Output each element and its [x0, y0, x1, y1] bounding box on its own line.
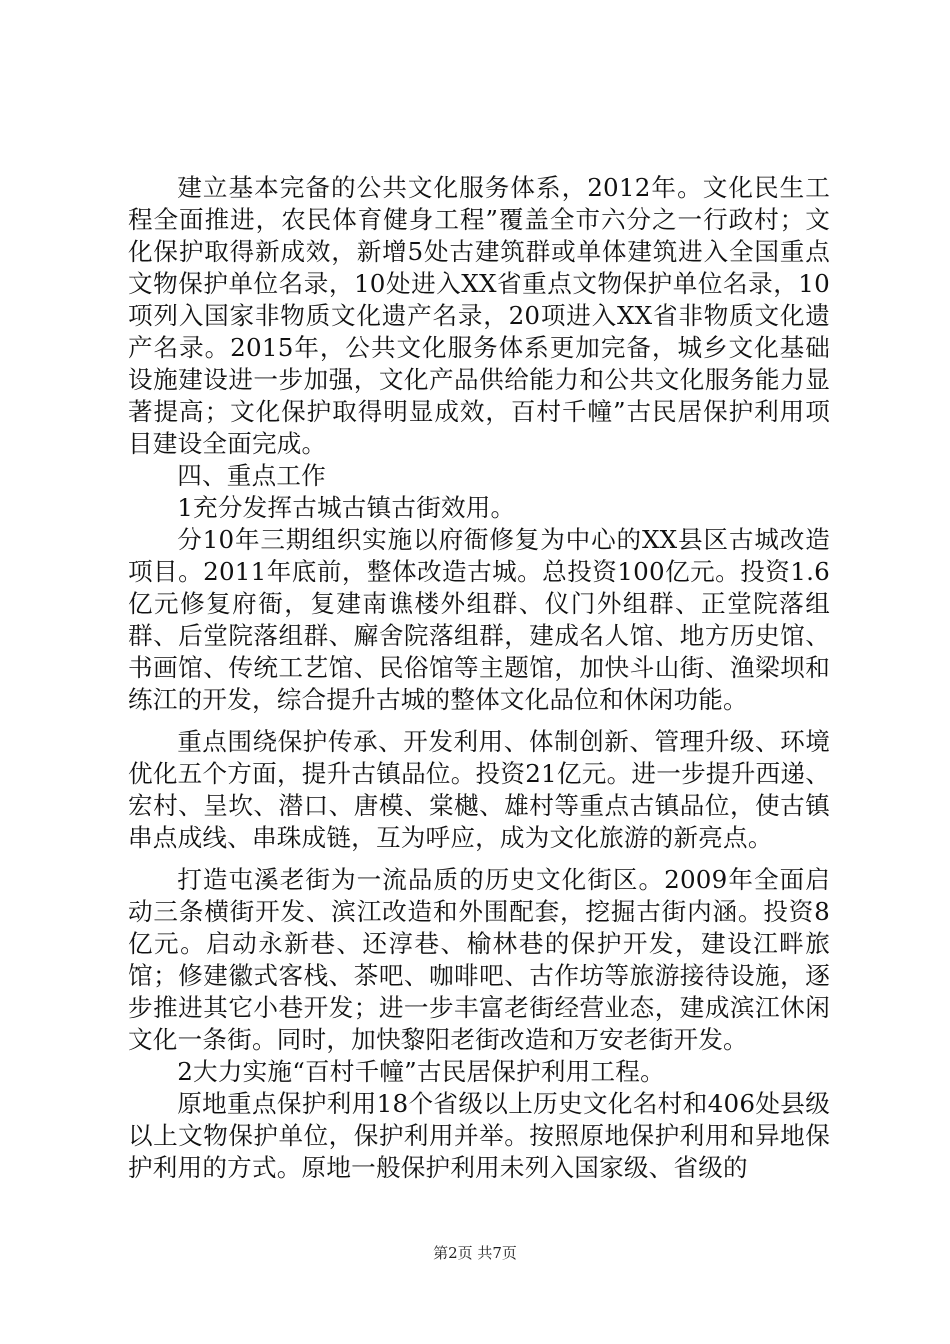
paragraph-tunxi-old-street: 打造屯溪老街为一流品质的历史文化街区。2009年全面启动三条横街开发、滨江改造和外围配套，挖掘古街内涵。投资8亿元。启动永新巷、还淳巷、榆林巷的保护开发，建设江畔旅馆；修建徽式客栈、茶吧、咖啡吧、古作坊等旅游接待设施，逐步推进其它小巷开发；进一步丰富老街经营业态，建成滨江休闲文化一条街。同时，加快黎阳老街改造和万安老街开发。	[128, 865, 830, 1054]
subheading-hundred-villages-project: 2大力实施“百村千幢”古民居保护利用工程。	[177, 1057, 665, 1086]
section-heading-key-work: 四、重点工作	[177, 461, 326, 490]
document-body	[128, 172, 830, 1184]
paragraph-ancient-town-quality: 重点围绕保护传承、开发利用、体制创新、管理升级、环境优化五个方面，提升古镇品位。投资21亿元。进一步提升西递、宏村、呈坎、潜口、唐模、棠樾、雄村等重点古镇品位，使古镇串点成线、串珠成链，互为呼应，成为文化旅游的新亮点。	[128, 727, 830, 852]
page-number-footer: 第2页 共7页	[433, 1244, 517, 1262]
paragraph-ancient-city-project: 分10年三期组织实施以府衙修复为中心的XX县区古城改造项目。2011年底前，整体改造古城。总投资100亿元。投资1.6亿元修复府衙，复建南谯楼外组群、仪门外组群、正堂院落组群、后堂院落组群、廨舍院落组群，建成名人馆、地方历史馆、书画馆、传统工艺馆、民俗馆等主题馆，加快斗山街、渔梁坝和练江的开发，综合提升古城的整体文化品位和休闲功能。	[128, 525, 830, 714]
subheading-ancient-city-town-street: 1充分发挥古城古镇古街效用。	[177, 493, 516, 522]
paragraph-public-culture-system: 建立基本完备的公共文化服务体系，2012年。文化民生工程全面推进，农民体育健身工程”覆盖全市六分之一行政村；文化保护取得新成效，新增5处古建筑群或单体建筑进入全国重点文物保护单位名录，10处进入XX省重点文物保护单位名录，10项列入国家非物质文化遗产名录，20项进入XX省非物质文化遗产名录。2015年，公共文化服务体系更加完备，城乡文化基础设施建设进一步加强，文化产品供给能力和公共文化服务能力显著提高；文化保护取得明显成效，百村千幢”古民居保护利用项目建设全面完成。	[128, 173, 830, 458]
paragraph-in-situ-protection: 原地重点保护利用18个省级以上历史文化名村和406处县级以上文物保护单位，保护利用并举。按照原地保护利用和异地保护利用的方式。原地一般保护利用未列入国家级、省级的	[128, 1089, 830, 1182]
